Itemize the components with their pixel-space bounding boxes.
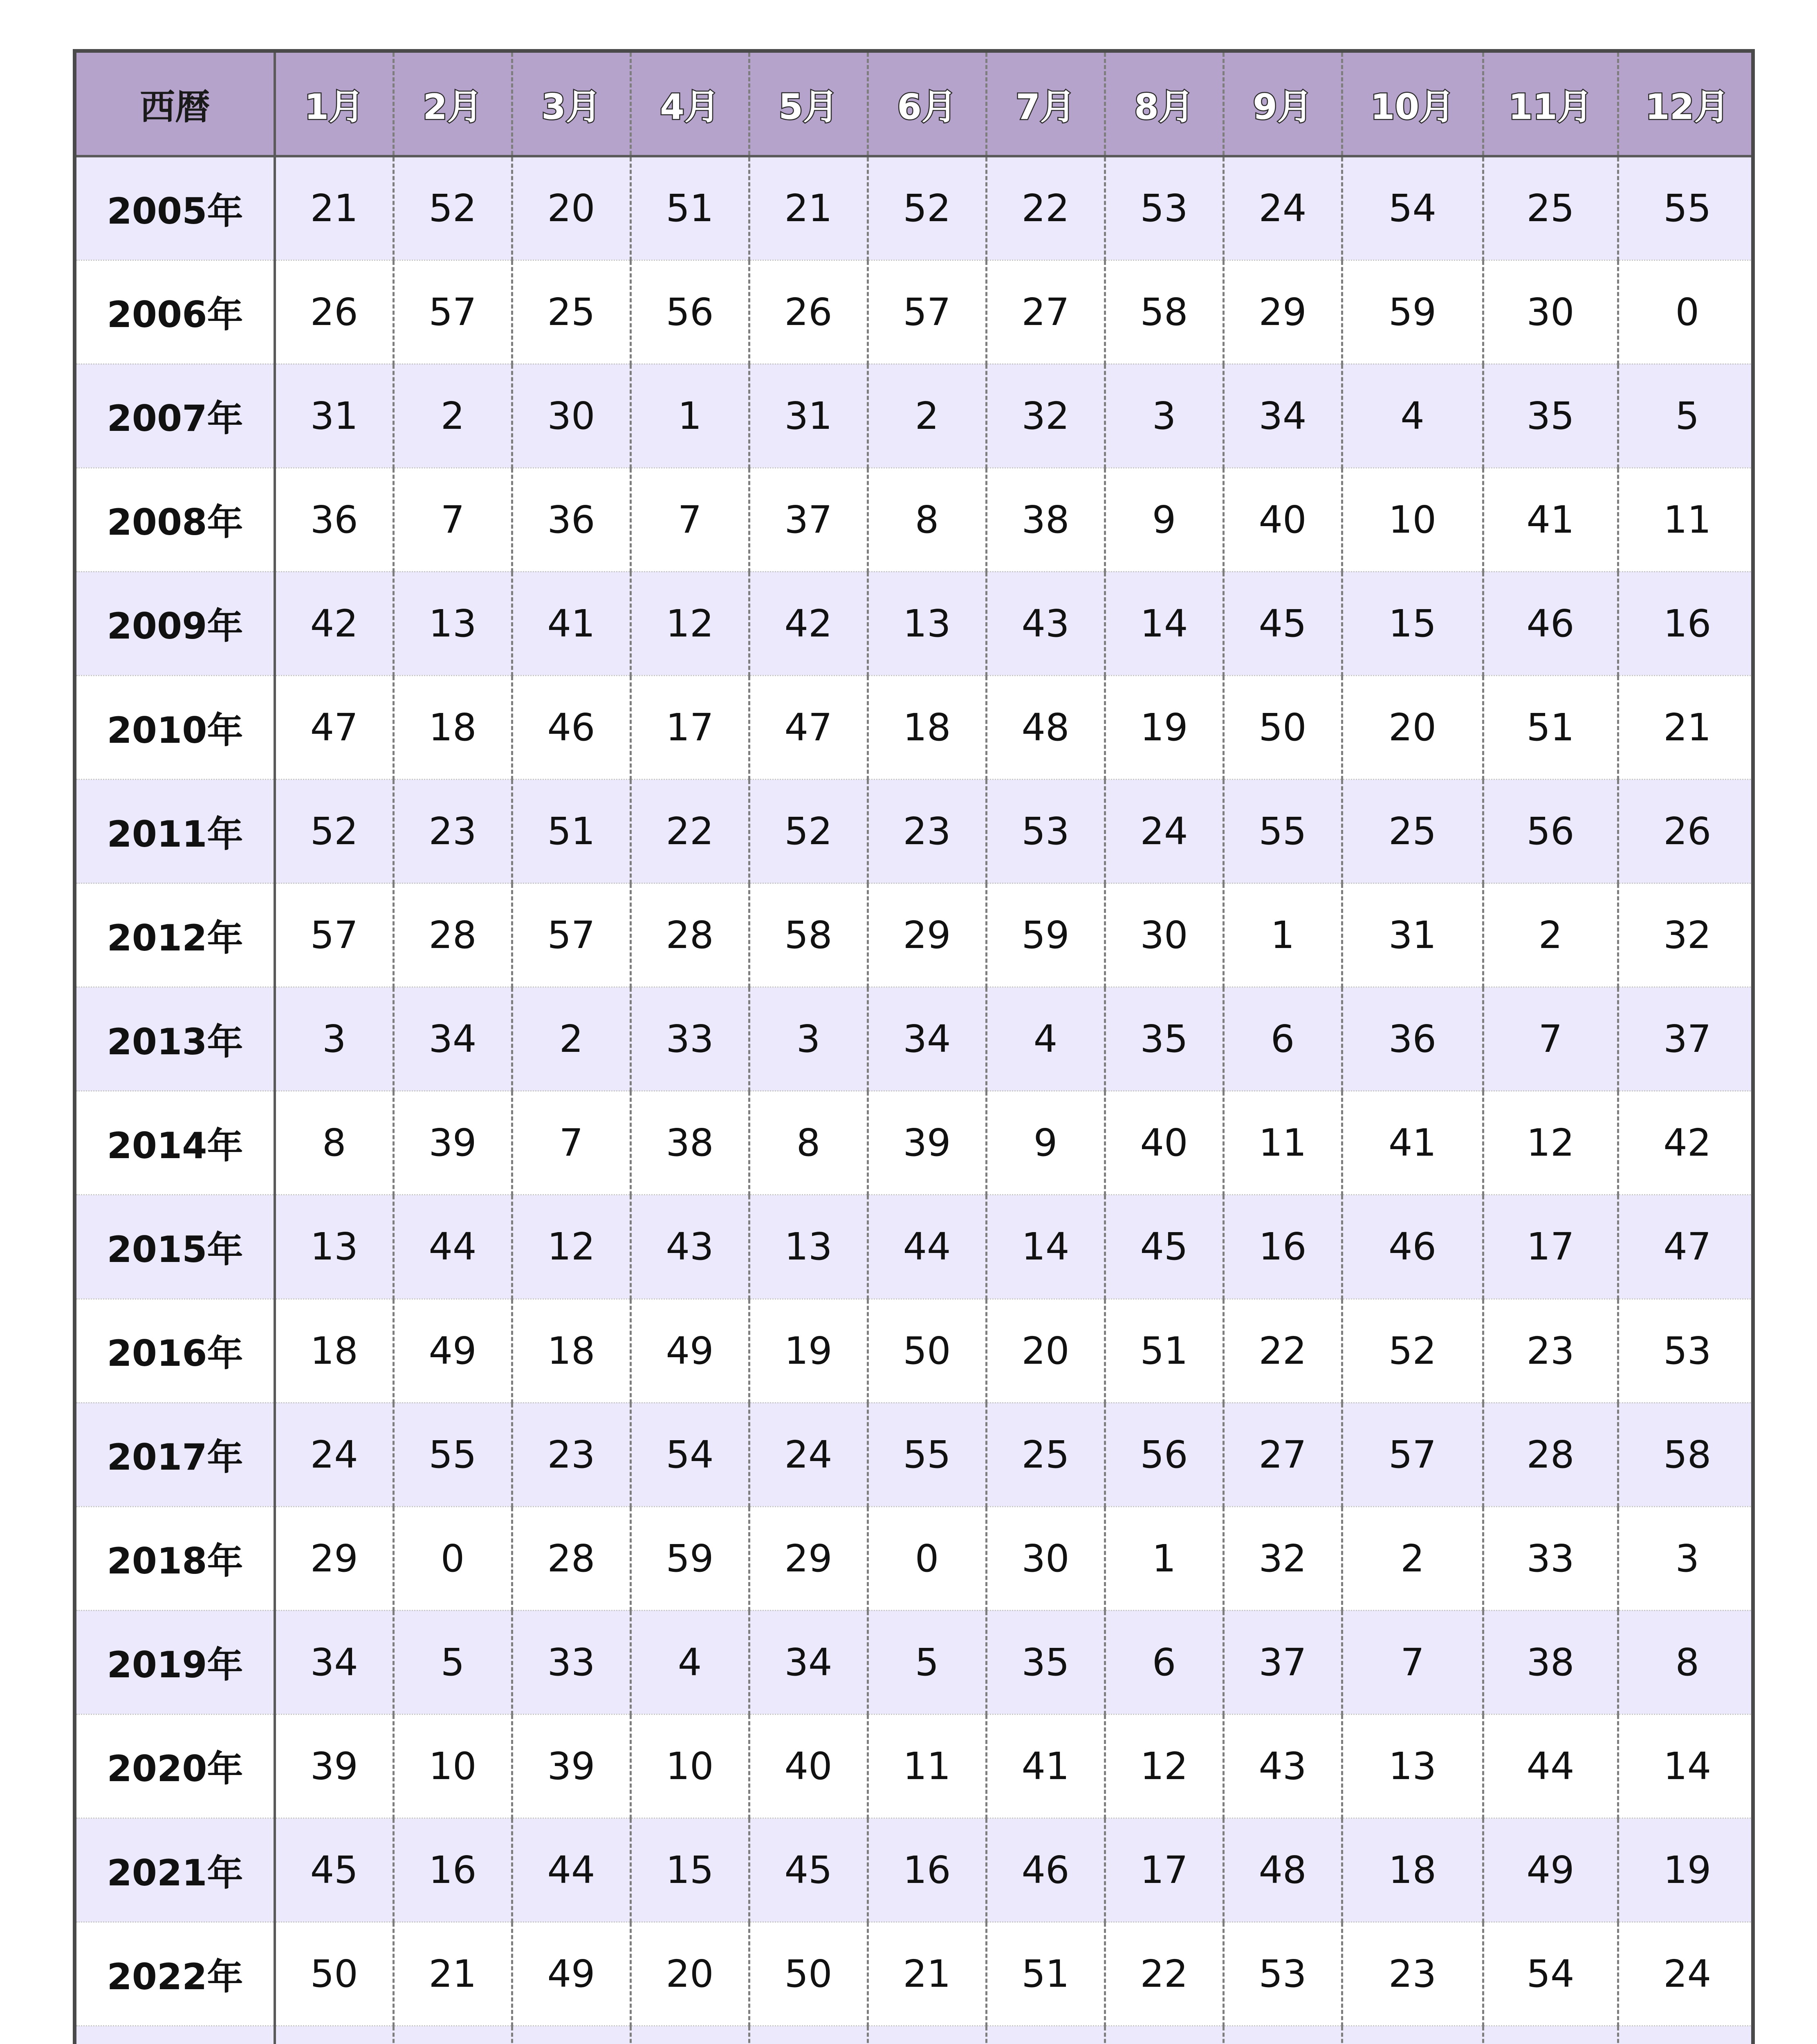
value-cell: 8 [749,1091,868,1195]
value-cell: 4 [1342,364,1483,468]
value-cell: 38 [986,468,1105,572]
value-cell: 28 [630,883,749,987]
value-cell: 1 [1105,1506,1223,1610]
value-cell: 22 [630,780,749,883]
table-row [76,883,1755,987]
value-cell: 39 [275,1714,393,1818]
value-cell: 37 [1618,987,1755,1091]
value-cell: 51 [1483,675,1618,779]
value-cell: 12 [512,1195,630,1299]
value-cell: 37 [749,468,868,572]
value-cell: 43 [1223,1714,1342,1818]
value-cell: 45 [749,1818,868,1922]
value-cell: 45 [1105,1195,1223,1299]
value-cell: 26 [1618,780,1755,883]
table-row [76,1091,1755,1195]
value-cell: 44 [1483,1714,1618,1818]
table-row [76,1403,1755,1506]
value-cell: 4 [986,987,1105,1091]
value-cell: 25 [986,1403,1105,1506]
value-cell: 24 [1105,780,1223,883]
value-cell: 2 [1483,883,1618,987]
value-cell: 7 [512,1091,630,1195]
value-cell: 24 [1223,156,1342,260]
value-cell: 46 [1342,1195,1483,1299]
value-cell: 49 [630,1299,749,1403]
table-row [76,572,1755,675]
value-cell: 29 [868,883,986,987]
value-cell: 30 [1483,260,1618,364]
table-row [76,987,1755,1091]
year-cell: 2015年 [76,1195,275,1299]
value-cell: 50 [749,1922,868,2026]
value-cell [630,2026,749,2044]
value-cell: 37 [1223,1610,1342,1714]
value-cell: 49 [393,1299,512,1403]
value-cell: 52 [275,780,393,883]
value-cell: 50 [275,1922,393,2026]
value-cell: 53 [1618,1299,1755,1403]
value-cell: 52 [393,156,512,260]
year-cell: 2016年 [76,1299,275,1403]
value-cell: 7 [1483,987,1618,1091]
value-cell: 20 [512,156,630,260]
value-cell: 51 [986,1922,1105,2026]
value-cell: 55 [868,1403,986,1506]
value-cell: 28 [512,1506,630,1610]
year-cell: 2009年 [76,572,275,675]
value-cell: 17 [1483,1195,1618,1299]
value-cell [868,2026,986,2044]
value-cell: 24 [1618,1922,1755,2026]
value-cell: 32 [986,364,1105,468]
table-row [76,364,1755,468]
year-column-header: 西暦 [76,53,275,156]
value-cell: 41 [1342,1091,1483,1195]
month-header-6: 6月 [868,53,986,156]
value-cell: 14 [986,1195,1105,1299]
value-cell: 23 [512,1403,630,1506]
value-cell: 25 [1483,156,1618,260]
year-cell: 2010年 [76,675,275,779]
value-cell: 57 [868,260,986,364]
value-cell: 20 [1342,675,1483,779]
value-cell: 57 [275,883,393,987]
value-cell: 11 [868,1714,986,1818]
month-header-7: 7月 [986,53,1105,156]
month-header-9: 9月 [1223,53,1342,156]
value-cell: 26 [275,260,393,364]
value-cell: 18 [1342,1818,1483,1922]
value-cell: 58 [1105,260,1223,364]
value-cell: 36 [1342,987,1483,1091]
value-cell: 18 [512,1299,630,1403]
value-cell: 29 [275,1506,393,1610]
value-cell: 18 [275,1299,393,1403]
table-row [76,1922,1755,2026]
value-cell: 47 [275,675,393,779]
value-cell: 18 [393,675,512,779]
value-cell: 40 [749,1714,868,1818]
calendar-table-container [73,49,1755,2044]
value-cell: 20 [986,1299,1105,1403]
value-cell [749,2026,868,2044]
value-cell: 32 [1618,883,1755,987]
value-cell: 13 [1342,1714,1483,1818]
value-cell: 15 [1342,572,1483,675]
value-cell: 46 [1483,572,1618,675]
value-cell: 28 [1483,1403,1618,1506]
value-cell: 14 [1105,572,1223,675]
table-row [76,156,1755,260]
value-cell: 59 [1342,260,1483,364]
value-cell: 13 [275,1195,393,1299]
year-cell: 2014年 [76,1091,275,1195]
value-cell: 5 [393,1610,512,1714]
value-cell: 39 [512,1714,630,1818]
value-cell: 31 [749,364,868,468]
value-cell: 50 [1223,675,1342,779]
value-cell: 41 [512,572,630,675]
month-header-11: 11月 [1483,53,1618,156]
value-cell: 10 [1342,468,1483,572]
value-cell: 21 [749,156,868,260]
year-cell: 2007年 [76,364,275,468]
value-cell: 6 [1223,987,1342,1091]
value-cell: 3 [275,987,393,1091]
value-cell: 38 [630,1091,749,1195]
value-cell: 34 [275,1610,393,1714]
value-cell: 16 [393,1818,512,1922]
month-header-4: 4月 [630,53,749,156]
value-cell: 16 [1618,572,1755,675]
value-cell: 25 [1342,780,1483,883]
value-cell [1618,2026,1755,2044]
value-cell: 0 [868,1506,986,1610]
value-cell: 14 [1618,1714,1755,1818]
value-cell: 36 [512,468,630,572]
value-cell: 51 [1105,1299,1223,1403]
value-cell: 16 [868,1818,986,1922]
value-cell: 44 [512,1818,630,1922]
value-cell: 23 [868,780,986,883]
value-cell: 29 [1223,260,1342,364]
value-cell: 38 [1483,1610,1618,1714]
value-cell: 44 [868,1195,986,1299]
value-cell: 28 [393,883,512,987]
value-cell: 1 [1223,883,1342,987]
value-cell: 21 [275,156,393,260]
value-cell: 11 [1618,468,1755,572]
value-cell: 3 [749,987,868,1091]
table-row [76,1299,1755,1403]
value-cell: 26 [749,260,868,364]
value-cell: 17 [630,675,749,779]
value-cell: 2 [1342,1506,1483,1610]
value-cell: 12 [1105,1714,1223,1818]
month-header-3: 3月 [512,53,630,156]
value-cell: 34 [868,987,986,1091]
month-header-5: 5月 [749,53,868,156]
value-cell: 39 [868,1091,986,1195]
value-cell: 57 [512,883,630,987]
value-cell: 27 [986,260,1105,364]
value-cell: 24 [275,1403,393,1506]
value-cell: 8 [275,1091,393,1195]
value-cell: 46 [512,675,630,779]
value-cell: 9 [986,1091,1105,1195]
year-cell: 2019年 [76,1610,275,1714]
month-header-2: 2月 [393,53,512,156]
value-cell: 5 [868,1610,986,1714]
value-cell: 7 [1342,1610,1483,1714]
value-cell: 35 [986,1610,1105,1714]
value-cell: 13 [868,572,986,675]
year-cell: 2008年 [76,468,275,572]
value-cell: 2 [393,364,512,468]
value-cell: 45 [1223,572,1342,675]
table-row [76,1818,1755,1922]
value-cell: 12 [630,572,749,675]
value-cell: 31 [275,364,393,468]
value-cell: 11 [1223,1091,1342,1195]
value-cell: 42 [1618,1091,1755,1195]
year-cell: 2011年 [76,780,275,883]
value-cell: 1 [630,364,749,468]
value-cell: 30 [1105,883,1223,987]
value-cell: 6 [1105,1610,1223,1714]
value-cell: 33 [512,1610,630,1714]
value-cell: 17 [1105,1818,1223,1922]
value-cell: 5 [1618,364,1755,468]
value-cell: 3 [1105,364,1223,468]
value-cell: 22 [986,156,1105,260]
value-cell: 30 [512,364,630,468]
value-cell: 52 [1342,1299,1483,1403]
value-cell: 48 [986,675,1105,779]
table-row [76,675,1755,779]
value-cell: 27 [1223,1403,1342,1506]
value-cell [1105,2026,1223,2044]
value-cell: 42 [275,572,393,675]
value-cell: 47 [749,675,868,779]
value-cell: 23 [1483,1299,1618,1403]
year-cell: 2021年 [76,1818,275,1922]
value-cell: 7 [630,468,749,572]
value-cell: 58 [749,883,868,987]
year-cell: 2012年 [76,883,275,987]
value-cell: 15 [630,1818,749,1922]
value-cell: 55 [1618,156,1755,260]
year-cell: 2017年 [76,1403,275,1506]
year-cell [76,2026,275,2044]
value-cell: 51 [630,156,749,260]
value-cell: 24 [749,1403,868,1506]
value-cell: 33 [1483,1506,1618,1610]
value-cell: 54 [630,1403,749,1506]
year-cell: 2018年 [76,1506,275,1610]
value-cell: 23 [1342,1922,1483,2026]
year-cell: 2013年 [76,987,275,1091]
value-cell: 13 [749,1195,868,1299]
value-cell [1223,2026,1342,2044]
table-row [76,468,1755,572]
value-cell: 10 [630,1714,749,1818]
value-cell: 54 [1342,156,1483,260]
value-cell [512,2026,630,2044]
value-cell: 2 [868,364,986,468]
value-cell: 29 [749,1506,868,1610]
value-cell: 56 [630,260,749,364]
value-cell: 49 [1483,1818,1618,1922]
value-cell: 32 [1223,1506,1342,1610]
value-cell: 35 [1105,987,1223,1091]
value-cell: 0 [393,1506,512,1610]
value-cell: 21 [1618,675,1755,779]
value-cell: 49 [512,1922,630,2026]
value-cell: 8 [1618,1610,1755,1714]
value-cell: 52 [749,780,868,883]
value-cell: 43 [986,572,1105,675]
month-header-10: 10月 [1342,53,1483,156]
table-row [76,2026,1755,2044]
year-cell: 2020年 [76,1714,275,1818]
year-cell: 2005年 [76,156,275,260]
value-cell: 20 [630,1922,749,2026]
value-cell: 7 [393,468,512,572]
value-cell: 56 [1483,780,1618,883]
value-cell: 13 [393,572,512,675]
value-cell [393,2026,512,2044]
value-cell: 41 [986,1714,1105,1818]
value-cell: 51 [512,780,630,883]
value-cell: 55 [393,1403,512,1506]
header-row [76,53,1755,156]
value-cell: 40 [1105,1091,1223,1195]
value-cell: 34 [1223,364,1342,468]
value-cell: 19 [749,1299,868,1403]
value-cell: 56 [1105,1403,1223,1506]
value-cell: 48 [1223,1818,1342,1922]
year-cell: 2022年 [76,1922,275,2026]
value-cell [1342,2026,1483,2044]
year-cell: 2006年 [76,260,275,364]
value-cell: 21 [868,1922,986,2026]
value-cell: 19 [1618,1818,1755,1922]
table-body [76,156,1755,2044]
value-cell: 59 [986,883,1105,987]
value-cell: 53 [1223,1922,1342,2026]
value-cell: 57 [393,260,512,364]
value-cell: 22 [1105,1922,1223,2026]
value-cell: 42 [749,572,868,675]
value-cell: 30 [986,1506,1105,1610]
value-cell: 52 [868,156,986,260]
value-cell [275,2026,393,2044]
value-cell: 8 [868,468,986,572]
value-cell [1483,2026,1618,2044]
value-cell: 35 [1483,364,1618,468]
value-cell: 50 [868,1299,986,1403]
value-cell: 34 [393,987,512,1091]
table-row [76,1610,1755,1714]
value-cell: 9 [1105,468,1223,572]
value-cell: 41 [1483,468,1618,572]
value-cell: 12 [1483,1091,1618,1195]
value-cell: 34 [749,1610,868,1714]
table-row [76,780,1755,883]
month-header-1: 1月 [275,53,393,156]
value-cell: 19 [1105,675,1223,779]
table-row [76,1714,1755,1818]
value-cell: 43 [630,1195,749,1299]
value-cell: 44 [393,1195,512,1299]
value-cell: 55 [1223,780,1342,883]
value-cell: 2 [512,987,630,1091]
value-cell: 46 [986,1818,1105,1922]
table-row [76,1506,1755,1610]
value-cell: 58 [1618,1403,1755,1506]
value-cell: 23 [393,780,512,883]
value-cell: 47 [1618,1195,1755,1299]
value-cell: 21 [393,1922,512,2026]
value-cell: 53 [1105,156,1223,260]
value-cell: 33 [630,987,749,1091]
value-cell: 10 [393,1714,512,1818]
value-cell [986,2026,1105,2044]
value-cell: 59 [630,1506,749,1610]
year-month-table [76,53,1755,2044]
value-cell: 22 [1223,1299,1342,1403]
value-cell: 16 [1223,1195,1342,1299]
table-row [76,1195,1755,1299]
value-cell: 45 [275,1818,393,1922]
month-header-12: 12月 [1618,53,1755,156]
value-cell: 4 [630,1610,749,1714]
value-cell: 53 [986,780,1105,883]
value-cell: 3 [1618,1506,1755,1610]
value-cell: 36 [275,468,393,572]
value-cell: 39 [393,1091,512,1195]
value-cell: 57 [1342,1403,1483,1506]
month-header-8: 8月 [1105,53,1223,156]
value-cell: 0 [1618,260,1755,364]
value-cell: 25 [512,260,630,364]
value-cell: 40 [1223,468,1342,572]
value-cell: 54 [1483,1922,1618,2026]
value-cell: 18 [868,675,986,779]
table-row [76,260,1755,364]
value-cell: 31 [1342,883,1483,987]
